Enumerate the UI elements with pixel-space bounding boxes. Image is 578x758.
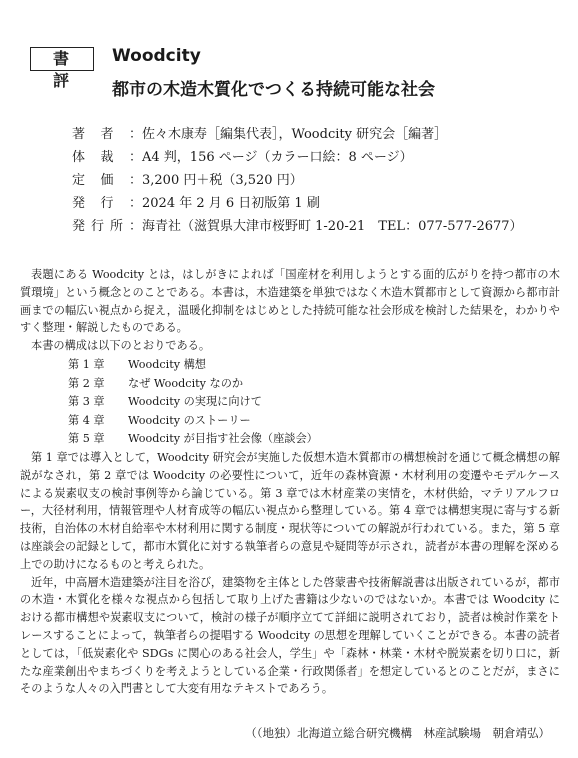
meta-label: 発行所： [72, 219, 142, 234]
list-item [68, 412, 560, 431]
meta-value: 佐々木康寿［編集代表］，Woodcity 研究会［編著］ [142, 127, 448, 142]
chapter-list [68, 356, 560, 449]
chapter-number: 第 4 章 [68, 413, 105, 427]
chapter-title: Woodcity の実現に向けて [128, 395, 262, 409]
chapter-number: 第 2 章 [68, 376, 105, 390]
meta-value: 海青社（滋賀県大津市桜野町 1-20-21 TEL：077-577-2677） [142, 219, 523, 234]
paragraph-evaluation: 近年，中高層木造建築が注目を浴び，建築物を主体とした啓蒙書や技術解説書は出版されているが，都市の木造・木質化を様々な視点から包括して取り上げた書籍は少ないのではないか。本書では Woodcity における都市構想や炭素収支について，検討の様子が順序立てて詳細に説明されており，読者は検討作業をトレースすることによって，執筆者らの提唱する Woodcity の思想を理解していくことができる。本書の読者としては，「低炭素化や SDGs に関心のある社会人，学生」や「森林・林業・木材や脱炭素を切り口に，新たな産業創出やまちづくりを考えようとしている企業・行政関係者」を想定しているとのことだが，まさにそのような人々の入門書として大変有用なテキストであろう。 [20, 575, 560, 696]
review-badge: 書 評 [30, 47, 94, 71]
meta-format [72, 146, 523, 169]
reviewer-signature: （（地独）北海道立総合研究機構 林産試験場 朝倉靖弘） [245, 726, 550, 740]
meta-value: 2024 年 2 月 6 日初版第 1 刷 [142, 196, 320, 211]
meta-value: A4 判，156 ページ（カラー口絵：8 ページ） [142, 150, 413, 165]
meta-issued [72, 192, 523, 215]
chapter-number: 第 5 章 [68, 432, 105, 446]
book-title: Woodcity [112, 46, 201, 66]
meta-value: 3,200 円＋税（3,520 円） [142, 173, 303, 188]
chapter-title: Woodcity 構想 [128, 357, 206, 371]
meta-label: 著者： [72, 127, 142, 142]
list-item [68, 356, 560, 375]
list-item [68, 430, 560, 449]
meta-label: 定価： [72, 173, 142, 188]
book-subtitle: 都市の木造木質化でつくる持続可能な社会 [112, 80, 435, 100]
paragraph-structure: 本書の構成は以下のとおりである。 [31, 339, 211, 353]
meta-publisher [72, 215, 523, 238]
paragraph-intro: 表題にある Woodcity とは，はしがきによれば「国産材を利用しようとする面的広がりを持つ都市の木質環境」という概念とのことである。本書は，木造建築を単独ではなく木造木質都市として資源から都市計画までの幅広い視点から捉え，温暖化抑制をはじめとした持続可能な社会形成を検討した結果を，わかりやすく整理・解説したものである。 [20, 268, 560, 335]
review-body [20, 266, 560, 698]
meta-price [72, 169, 523, 192]
list-item [68, 393, 560, 412]
meta-label: 体裁： [72, 150, 142, 165]
paragraph-chapters: 第 1 章では導入として，Woodcity 研究会が実施した仮想木造木質都市の構想検討を通じて概念構想の解説がなされ，第 2 章では Woodcity の必要性について，近年の森林資源・木材利用の変遷やモデルケースによる炭素収支の検討事例等から論じている。第 3 章では木材産業の実情を，木材供給，マテリアルフロー，大径材利用，情報管理や人材育成等の幅広い視点から整理している。第 4 章では構想実現に寄与する新技術，自治体の木材自給率や木材利用に関する制度・現状等についての解説が行われている。また，第 5 章は座談会の記録として，都市木質化に対する執筆者らの意見や疑問等が示され，読者が本書の理解を深める上での助けになるものと考えられた。 [20, 450, 560, 571]
book-metadata [72, 123, 523, 238]
chapter-title: なぜ Woodcity なのか [128, 376, 244, 390]
meta-author [72, 123, 523, 146]
chapter-title: Woodcity が目指す社会像（座談会） [128, 432, 318, 446]
chapter-number: 第 1 章 [68, 357, 105, 371]
chapter-number: 第 3 章 [68, 395, 105, 409]
chapter-title: Woodcity のストーリー [128, 413, 251, 427]
list-item [68, 375, 560, 394]
meta-label: 発行： [72, 196, 142, 211]
